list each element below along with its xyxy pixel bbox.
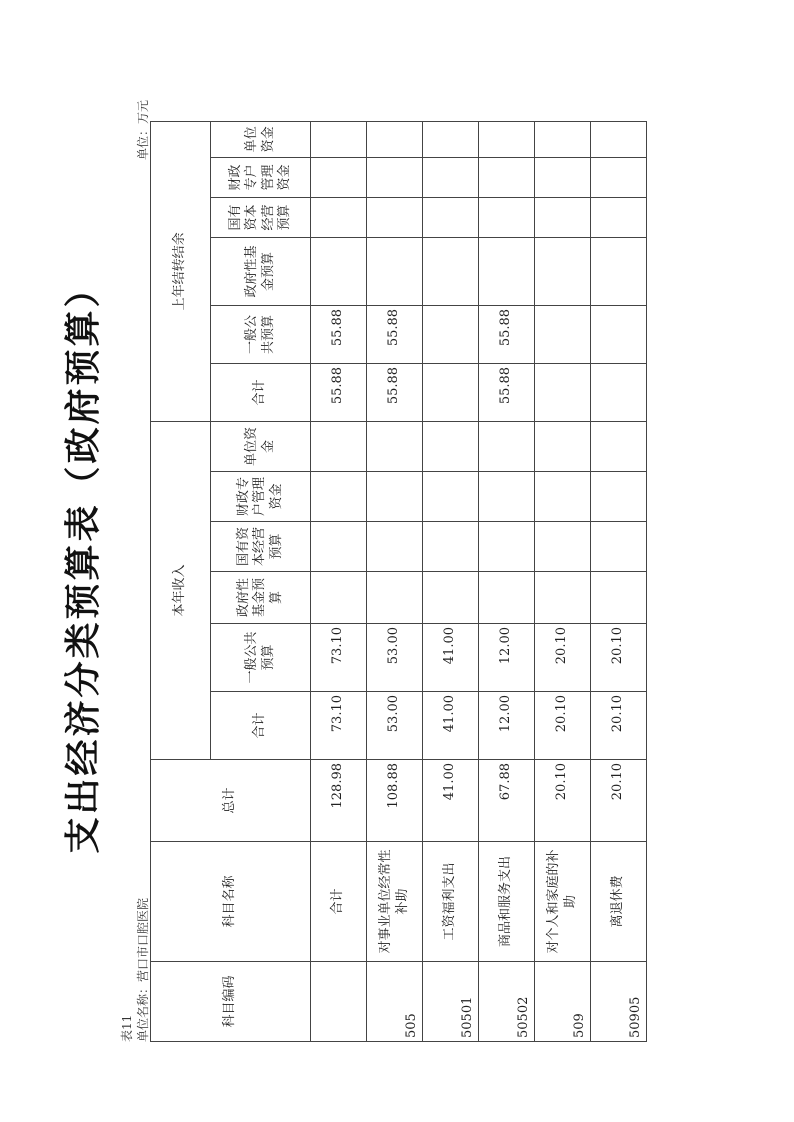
row-carry-gov-fund bbox=[367, 237, 423, 305]
row-cur-unit bbox=[535, 421, 591, 471]
row-cur-total: 41.00 bbox=[423, 692, 479, 760]
row-carry-unit bbox=[423, 121, 479, 157]
row-cur-unit bbox=[479, 421, 535, 471]
row-cur-total: 20.10 bbox=[535, 692, 591, 760]
row-cur-general: 20.10 bbox=[591, 624, 647, 692]
row-carry-unit bbox=[479, 121, 535, 157]
unit-measure: 单位：万元 bbox=[136, 100, 150, 161]
row-cur-total: 53.00 bbox=[367, 692, 423, 760]
row-cur-state bbox=[479, 522, 535, 572]
row-cur-unit bbox=[591, 421, 647, 471]
header-cur-total: 合计 bbox=[211, 692, 311, 760]
row-carry-fiscal bbox=[479, 157, 535, 197]
row-carry-total: 55.88 bbox=[367, 363, 423, 421]
row-carry-general: 55.88 bbox=[311, 305, 367, 363]
row-carry-general bbox=[423, 305, 479, 363]
unit-name: 单位名称：营口市口腔医院 bbox=[136, 897, 150, 1042]
header-carry-total: 合计 bbox=[211, 363, 311, 421]
row-cur-state bbox=[311, 522, 367, 572]
row-carry-gov-fund bbox=[591, 237, 647, 305]
row-carry-state bbox=[591, 197, 647, 237]
row-cur-total: 20.10 bbox=[591, 692, 647, 760]
row-cur-unit bbox=[367, 421, 423, 471]
row-cur-fiscal bbox=[311, 472, 367, 522]
header-carry-state: 国有资本经营预算 bbox=[211, 197, 311, 237]
row-cur-total: 73.10 bbox=[311, 692, 367, 760]
table-row bbox=[591, 121, 647, 1041]
row-total: 128.98 bbox=[311, 760, 367, 842]
row-total: 41.00 bbox=[423, 760, 479, 842]
table-row bbox=[423, 121, 479, 1041]
header-current-income: 本年收入 bbox=[151, 421, 211, 759]
row-carry-unit bbox=[535, 121, 591, 157]
table-row bbox=[479, 121, 535, 1041]
row-cur-fiscal bbox=[479, 472, 535, 522]
row-cur-gov-fund bbox=[423, 572, 479, 624]
row-cur-state bbox=[535, 522, 591, 572]
header-carry-general: 一般公共预算 bbox=[211, 305, 311, 363]
row-carry-general: 55.88 bbox=[367, 305, 423, 363]
header-carry-unit: 单位资金 bbox=[211, 121, 311, 157]
row-name: 离退休费 bbox=[591, 842, 647, 962]
row-carry-gov-fund bbox=[535, 237, 591, 305]
row-cur-unit bbox=[311, 421, 367, 471]
row-cur-general: 12.00 bbox=[479, 624, 535, 692]
row-carry-total: 55.88 bbox=[479, 363, 535, 421]
page-title: 支出经济分类预算表（政府预算） bbox=[62, 268, 104, 854]
header-name: 科目名称 bbox=[151, 842, 311, 962]
row-carry-state bbox=[535, 197, 591, 237]
row-carry-gov-fund bbox=[311, 237, 367, 305]
row-carry-total: 55.88 bbox=[311, 363, 367, 421]
header-row-1 bbox=[151, 121, 211, 1041]
row-cur-general: 41.00 bbox=[423, 624, 479, 692]
row-total: 20.10 bbox=[535, 760, 591, 842]
row-carry-total bbox=[591, 363, 647, 421]
row-total: 67.88 bbox=[479, 760, 535, 842]
row-carry-fiscal bbox=[423, 157, 479, 197]
row-carry-gov-fund bbox=[423, 237, 479, 305]
row-cur-fiscal bbox=[535, 472, 591, 522]
table-row bbox=[535, 121, 591, 1041]
row-cur-gov-fund bbox=[311, 572, 367, 624]
row-cur-fiscal bbox=[591, 472, 647, 522]
row-name: 工资福利支出 bbox=[423, 842, 479, 962]
row-carry-total bbox=[423, 363, 479, 421]
row-cur-fiscal bbox=[423, 472, 479, 522]
row-carry-state bbox=[423, 197, 479, 237]
row-carry-state bbox=[479, 197, 535, 237]
table-row bbox=[311, 121, 367, 1041]
row-cur-general: 20.10 bbox=[535, 624, 591, 692]
budget-table bbox=[150, 121, 647, 1042]
header-total: 总计 bbox=[151, 760, 311, 842]
row-name: 对事业单位经常性补助 bbox=[367, 842, 423, 962]
row-code: 50502 bbox=[479, 962, 535, 1042]
row-code: 505 bbox=[367, 962, 423, 1042]
header-cur-general: 一般公共预算 bbox=[211, 624, 311, 692]
row-carry-fiscal bbox=[535, 157, 591, 197]
header-cur-fiscal: 财政专户管理资金 bbox=[211, 472, 311, 522]
row-cur-unit bbox=[423, 421, 479, 471]
row-carry-unit bbox=[311, 121, 367, 157]
row-carry-unit bbox=[367, 121, 423, 157]
row-carry-state bbox=[311, 197, 367, 237]
row-code: 509 bbox=[535, 962, 591, 1042]
row-cur-state bbox=[367, 522, 423, 572]
row-cur-gov-fund bbox=[367, 572, 423, 624]
row-carry-fiscal bbox=[311, 157, 367, 197]
header-cur-unit: 单位资金 bbox=[211, 421, 311, 471]
row-cur-general: 73.10 bbox=[311, 624, 367, 692]
row-carry-unit bbox=[591, 121, 647, 157]
row-cur-general: 53.00 bbox=[367, 624, 423, 692]
row-cur-state bbox=[423, 522, 479, 572]
row-cur-gov-fund bbox=[535, 572, 591, 624]
row-code: 50905 bbox=[591, 962, 647, 1042]
row-code bbox=[311, 962, 367, 1042]
table-label: 表11 bbox=[120, 1014, 134, 1042]
row-carry-total bbox=[535, 363, 591, 421]
table-row bbox=[367, 121, 423, 1041]
row-carry-state bbox=[367, 197, 423, 237]
header-carry-gov-fund: 政府性基金预算 bbox=[211, 237, 311, 305]
header-cur-state: 国有资本经营预算 bbox=[211, 522, 311, 572]
row-carry-fiscal bbox=[367, 157, 423, 197]
row-cur-gov-fund bbox=[479, 572, 535, 624]
row-carry-general bbox=[591, 305, 647, 363]
row-carry-general bbox=[535, 305, 591, 363]
row-carry-gov-fund bbox=[479, 237, 535, 305]
row-name: 合计 bbox=[311, 842, 367, 962]
row-carry-fiscal bbox=[591, 157, 647, 197]
header-carry-fiscal: 财政专户管理资金 bbox=[211, 157, 311, 197]
row-carry-general: 55.88 bbox=[479, 305, 535, 363]
row-total: 108.88 bbox=[367, 760, 423, 842]
header-carryover: 上年结转结余 bbox=[151, 121, 211, 421]
header-cur-gov-fund: 政府性基金预算 bbox=[211, 572, 311, 624]
row-cur-state bbox=[591, 522, 647, 572]
row-code: 50501 bbox=[423, 962, 479, 1042]
row-cur-gov-fund bbox=[591, 572, 647, 624]
row-name: 对个人和家庭的补助 bbox=[535, 842, 591, 962]
row-cur-fiscal bbox=[367, 472, 423, 522]
row-name: 商品和服务支出 bbox=[479, 842, 535, 962]
row-total: 20.10 bbox=[591, 760, 647, 842]
row-cur-total: 12.00 bbox=[479, 692, 535, 760]
header-code: 科目编码 bbox=[151, 962, 311, 1042]
